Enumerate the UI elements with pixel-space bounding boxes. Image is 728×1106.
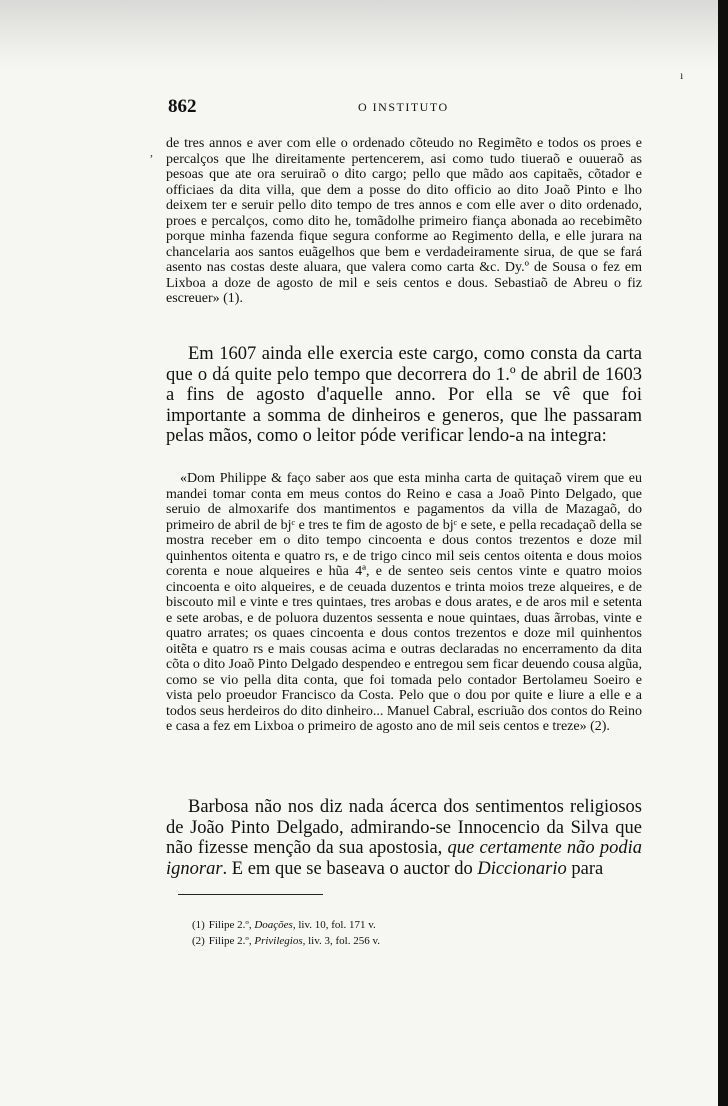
text-run: . E em que se baseava o auctor do [222, 858, 478, 879]
running-title: O INSTITUTO [358, 100, 449, 114]
margin-mark: ı [680, 68, 684, 82]
quoted-document-2 [166, 471, 642, 735]
text-run: Barbosa não nos diz nada ácerca dos sentimentos religiosos de João Pinto Delgado, admirando-se Innocencio da Silva que não fizesse menção da sua apostosia, [166, 797, 642, 858]
paragraph-text [166, 797, 642, 879]
italic-phrase: que certamente não podia ignorar [166, 838, 642, 879]
scan-shading [0, 0, 718, 70]
paragraph-text: Em 1607 ainda elle exercia este cargo, como consta da carta que o dá quite pelo tempo que decorrera do 1.º de abril de 1603 a fins de agosto d'aquelle anno. Por ella se vê que foi importante a somma de dinheiros e generos, que lhe passaram pelas mãos, como o leitor póde verificar lendo-a na integra: [166, 344, 642, 446]
footnote-divider [178, 894, 323, 895]
text-run: para [566, 858, 604, 879]
scan-edge [718, 0, 728, 1106]
page-number: 862 [168, 96, 197, 117]
italic-title: Diccionario [477, 858, 567, 879]
running-head [168, 96, 646, 116]
footnote-text: Filipe 2.º, [208, 919, 255, 931]
footnote-number: (2) [192, 935, 205, 947]
paragraph-text: «Dom Philippe & faço saber aos que esta minha carta de quitaçaõ virem que eu mandei tomar conta em meus contos do Reino e casa a Joaõ Pinto Delgado, que seruio de almoxarife dos mantimentos e pagamentos da villa de Mazagaõ, do primeiro de abril de bjᶜ e tres te fim de agosto de bjᶜ e sete, e pella recadaçaõ della se mostra receber em o dito tempo cincoenta e dous contos trezentos e doze mil quinhentos oitenta e quatro rs, e de trigo cinco mil seis centos oitenta e dous moios corenta e noue alqueires e hũa 4ª, e de senteo seis centos vinte e quatro moios cincoenta e oito alqueires, e de ceuada duzentos e trinta moios treze alqueires, e de biscouto mil e vinte e tres quintaes, tres arobas e dous arates, e de aros mil e setenta e sete arobas, e de poluora duzentos sessenta e noue quintaes, duas ãrrobas, vinte e quatro arrates; os quaes cincoenta e dous contos trezentos e doze mil quinhentos oitẽta e quatro rs e mais cousas acima e outras declaradas no encerramento da dita cõta o dito Joaõ Pinto Delgado despendeo e entregou sem ficar deuendo cousa algũa, como se vio pella dita conta, que foi tomada pelo contador Bertolameu Soeiro e vista pelo proeudor Francisco da Costa. Pelo que o dou por quite e liure a elle e a todos seus herdeiros do dito dinheiro... Manuel Cabral, escriuão dos contos do Reino e casa a fez em Lixboa o primeiro de agosto ano de mil seis centos e treze» (2). [166, 471, 642, 734]
paragraph-continuation: de tres annos e aver com elle o ordenado cõteudo no Regimẽto e todos os proes e percalços que lhe direitamente pertencerem, asi como tudo tiueraõ e ouueraõ as pesoas que ate ora seruiraõ o dito cargo; pello que mãdo aos capitaẽs, cõtador e officiaes da dita villa, que dem a posse do dito officio ao dito Joaõ Pinto e lho deixem ter e seruir pello dito tempo de tres annos e com elle aver o dito ordenado, proes e percalços, como dito he, tomãdolhe primeiro fiança abonada ao recebimẽto porque minha fazenda fique segura conforme ao Regimento della, e elle jurara na chancelaria aos santos euãgelhos que bem e verdadeiramente sirua, de que se fará asento nas costas deste aluara, que valera como carta &c. Dy.º de Sousa o fez em Lixboa a doze de agosto de mil e seis centos e dous. Sebastiaõ de Abreu o fiz escreuer» (1). [166, 136, 642, 306]
footnote-text: liv. 10, fol. 171 v. [295, 919, 376, 931]
margin-mark: , [150, 145, 153, 159]
body-paragraph-2 [166, 797, 642, 879]
footnote-source: Doações, [254, 919, 296, 931]
footnote-source: Privilegios, [254, 935, 306, 947]
footnote-text: liv. 3, fol. 256 v. [305, 935, 381, 947]
footnote-text: Filipe 2.º, [208, 935, 255, 947]
footnote [192, 919, 376, 932]
body-paragraph-1 [166, 344, 642, 447]
footnote [192, 935, 380, 948]
quoted-document-1 [166, 136, 642, 307]
footnote-number: (1) [192, 919, 205, 931]
